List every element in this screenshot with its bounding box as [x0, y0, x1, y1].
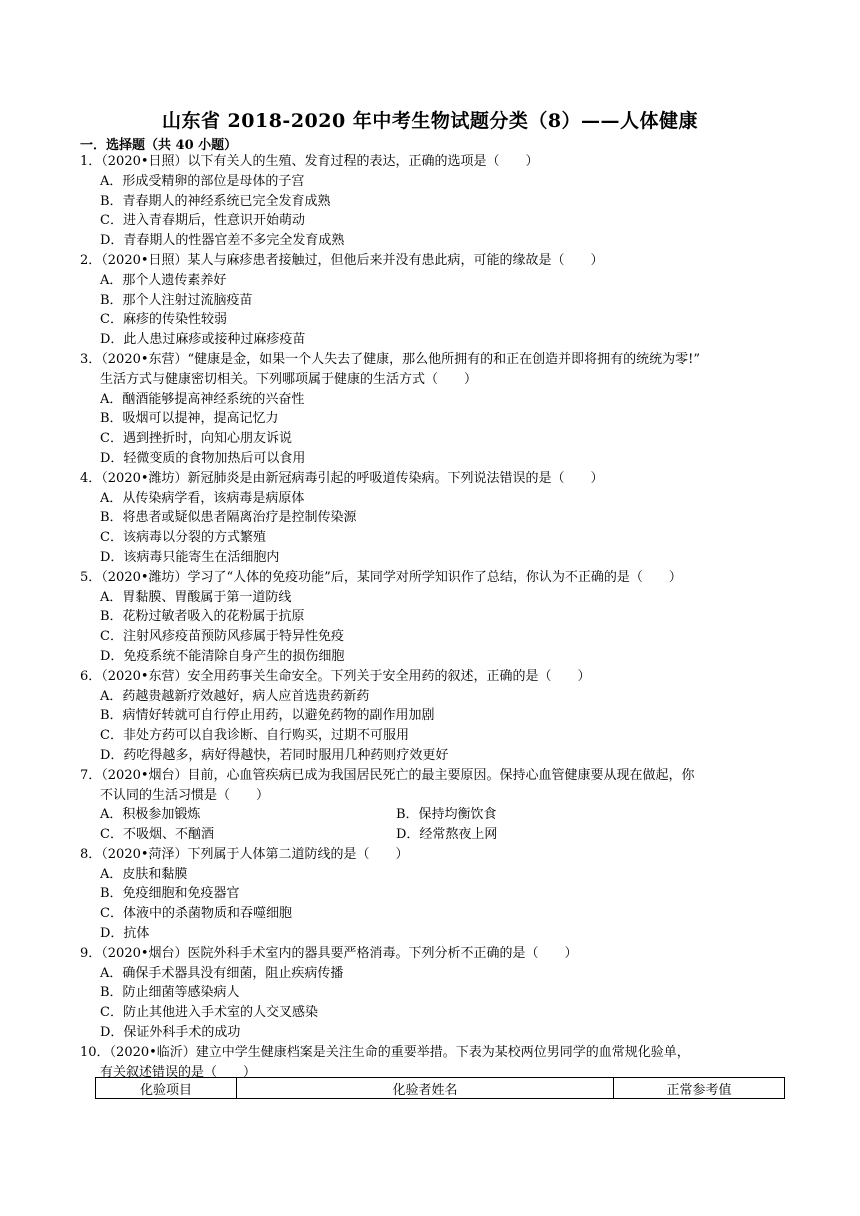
option-b: B．青春期人的神经系统已完全发育成熟 [100, 193, 331, 209]
question-1 [80, 152, 790, 251]
option-b: B．防止细菌等感染病人 [100, 985, 240, 1001]
option-d: D．青春期人的性器官差不多完全发育成熟 [100, 233, 345, 249]
table-header-row [96, 1078, 785, 1099]
question-7 [80, 766, 790, 845]
question-2 [80, 251, 790, 350]
option-d: D．药吃得越多，病好得越快，若同时服用几种药则疗效更好 [100, 747, 449, 763]
section-heading: 一．选择题（共 40 小题） [80, 138, 238, 153]
option-c: C．进入青春期后，性意识开始萌动 [100, 213, 305, 229]
question-stem-cont: 有关叙述错误的是（ ） [100, 1064, 257, 1080]
question-8 [80, 845, 790, 944]
question-stem: 6．（2020•东营）安全用药事关生命安全。下列关于安全用药的叙述，正确的是（ ） [80, 668, 591, 684]
option-a: A．从传染病学看，该病毒是病原体 [100, 490, 305, 506]
blood-test-table [95, 1077, 785, 1099]
option-a: A．药越贵越新疗效越好，病人应首选贵药新药 [100, 688, 370, 704]
question-stem: 2．（2020•日照）某人与麻疹患者接触过，但他后来并没有患此病，可能的缘故是（ ） [80, 252, 604, 268]
question-5 [80, 568, 790, 667]
question-stem: 3．（2020•东营）“健康是金，如果一个人失去了健康，那么他所拥有的和正在创造并即将拥有的统统为零!” [80, 351, 701, 367]
question-stem: 8．（2020•菏泽）下列属于人体第二道防线的是（ ） [80, 846, 409, 862]
option-row [80, 825, 790, 845]
option-b: B．将患者或疑似患者隔离治疗是控制传染源 [100, 510, 357, 526]
option-d: D．轻微变质的食物加热后可以食用 [100, 450, 306, 466]
option-b: B．保持均衡饮食 [396, 807, 497, 823]
question-list [80, 152, 790, 1082]
option-d: D．抗体 [100, 926, 150, 942]
question-stem: 7．（2020•烟台）目前，心血管疾病已成为我国居民死亡的最主要原因。保持心血管健康要从现在做起，你 [80, 767, 695, 783]
question-stem-cont: 生活方式与健康密切相关。下列哪项属于健康的生活方式（ ） [100, 371, 478, 387]
question-stem: 1．（2020•日照）以下有关人的生殖、发育过程的表达，正确的选项是（ ） [80, 154, 539, 169]
option-d: D．该病毒只能寄生在活细胞内 [100, 549, 280, 565]
page-title: 山东省 2018-2020 年中考生物试题分类（8）——人体健康 [161, 110, 699, 132]
question-stem-cont: 不认同的生活习惯是（ ） [100, 787, 270, 803]
question-stem: 4．（2020•潍坊）新冠肺炎是由新冠病毒引起的呼吸道传染病。下列说法错误的是（ ） [80, 470, 604, 486]
option-c: C．防止其他进入手术室的人交叉感染 [100, 1005, 318, 1021]
question-3 [80, 350, 790, 469]
option-a: A．积极参加锻炼 [100, 807, 201, 823]
question-stem: 10．（2020•临沂）建立中学生健康档案是关注生命的重要举措。下表为某校两位男同学的血常规化验单， [80, 1044, 690, 1060]
option-a: A．那个人遗传素养好 [100, 272, 227, 288]
option-b: B．吸烟可以提神，提高记忆力 [100, 411, 279, 427]
option-b: B．花粉过敏者吸入的花粉属于抗原 [100, 609, 305, 625]
question-4 [80, 469, 790, 568]
option-a: A．胃黏膜、胃酸属于第一道防线 [100, 589, 292, 605]
option-b: B．那个人注射过流脑疫苗 [100, 292, 253, 308]
option-a: A．确保手术器具没有细菌，阻止疾病传播 [100, 965, 344, 981]
option-b: B．病情好转就可自行停止用药，以避免药物的副作用加剧 [100, 708, 435, 724]
table-header-cell: 正常参考值 [614, 1078, 785, 1099]
option-d: D．此人患过麻疹或接种过麻疹疫苗 [100, 332, 306, 348]
option-c: C．非处方药可以自我诊断、自行购买，过期不可服用 [100, 728, 409, 744]
option-c: C．体液中的杀菌物质和吞噬细胞 [100, 906, 292, 922]
option-a: A．酗酒能够提高神经系统的兴奋性 [100, 391, 305, 407]
option-a: A．形成受精卵的部位是母体的子宫 [100, 173, 305, 189]
option-c: C．麻疹的传染性较弱 [100, 312, 227, 328]
table-header-cell: 化验项目 [96, 1078, 237, 1099]
option-c: C．不吸烟、不酗酒 [100, 827, 214, 843]
question-stem: 9．（2020•烟台）医院外科手术室内的器具要严格消毒。下列分析不正确的是（ ） [80, 945, 578, 961]
question-9 [80, 944, 790, 1043]
option-a: A．皮肤和黏膜 [100, 866, 188, 882]
option-c: C．注射风疹疫苗预防风疹属于特异性免疫 [100, 629, 344, 645]
option-d: D．经常熬夜上网 [396, 827, 498, 843]
table-header-cell: 化验者姓名 [237, 1078, 614, 1099]
option-d: D．保证外科手术的成功 [100, 1025, 241, 1041]
option-c: C．该病毒以分裂的方式繁殖 [100, 530, 266, 546]
option-row [80, 805, 790, 825]
option-b: B．免疫细胞和免疫器官 [100, 886, 240, 902]
option-d: D．免疫系统不能清除自身产生的损伤细胞 [100, 648, 345, 664]
question-6 [80, 667, 790, 766]
question-stem: 5．（2020•潍坊）学习了“人体的免疫功能”后，某同学对所学知识作了总结，你认为不正确的是（ ） [80, 569, 682, 585]
option-c: C．遇到挫折时，向知心朋友诉说 [100, 431, 292, 447]
